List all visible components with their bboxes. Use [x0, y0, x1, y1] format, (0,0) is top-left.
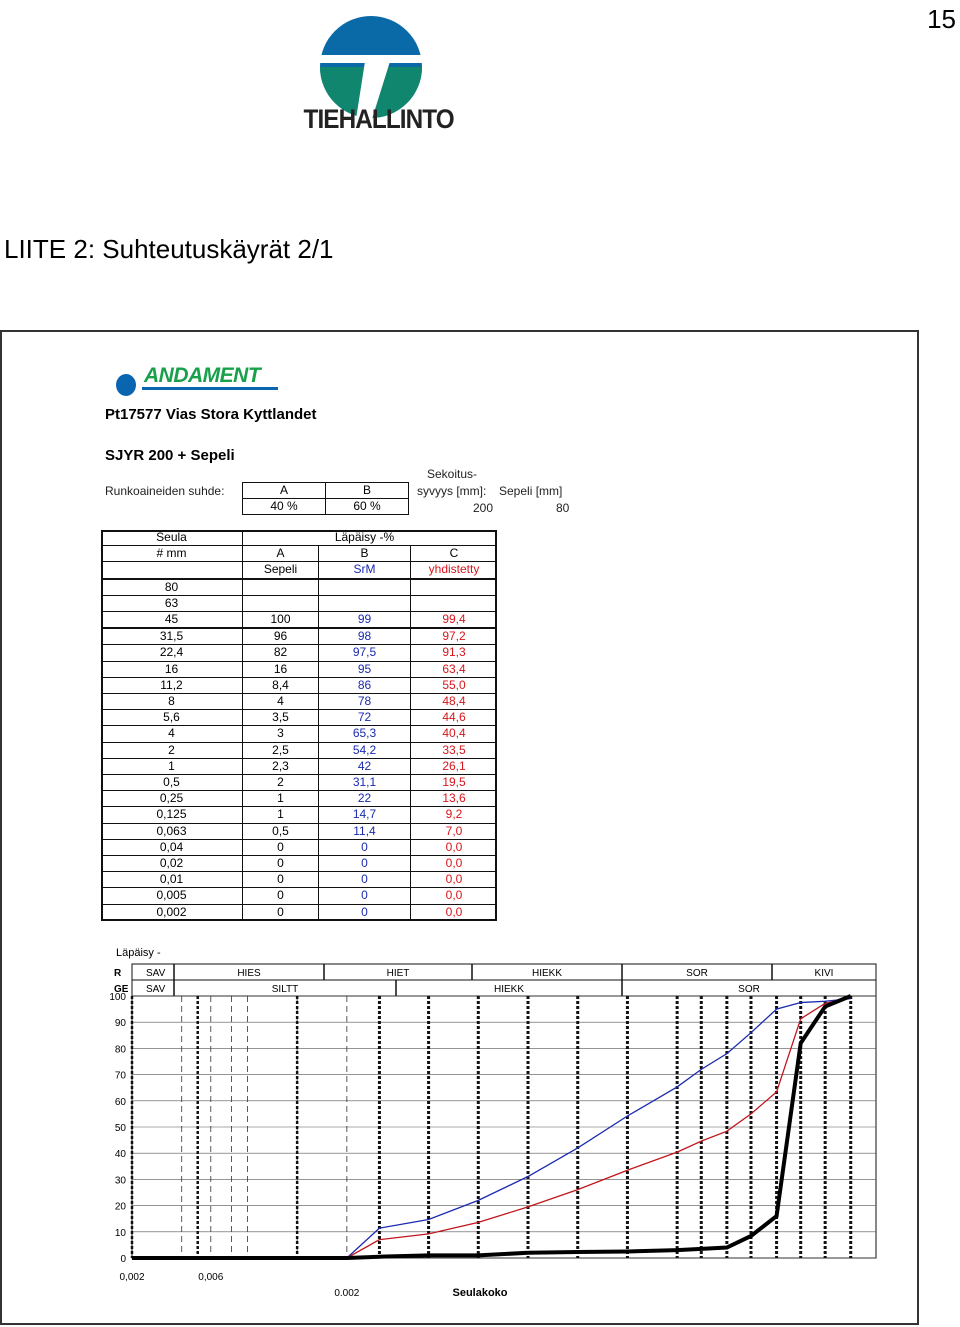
pass-a-cell: 2	[243, 775, 319, 791]
pass-c-cell: 0,0	[411, 856, 498, 872]
series-line	[132, 998, 851, 1258]
pass-b-cell: 31,1	[319, 775, 411, 791]
y-tick-label: 10	[114, 1227, 126, 1239]
pass-c-cell: 7,0	[411, 823, 498, 839]
pass-a-cell: 2,3	[243, 758, 319, 774]
classification-fraction-label: KIVI	[814, 968, 834, 979]
pass-c-cell: 55,0	[411, 677, 498, 693]
sieve-size-cell: 0,002	[101, 904, 243, 920]
pass-b-cell	[319, 595, 411, 611]
pass-c-cell: 26,1	[411, 758, 498, 774]
pass-b-cell	[319, 579, 411, 596]
classification-fraction-label: SILTT	[271, 984, 299, 995]
sieve-size-cell: 0,5	[101, 775, 243, 791]
classification-fraction-label: HIEKK	[493, 984, 525, 995]
pass-a-cell: 8,4	[243, 677, 319, 693]
header-col-b: B	[319, 546, 411, 562]
table-row	[101, 645, 497, 661]
sieve-size-cell: 0,125	[101, 807, 243, 823]
sieve-size-cell: 0,02	[101, 856, 243, 872]
pass-c-cell: 0,0	[411, 839, 498, 855]
pass-a-cell	[243, 595, 319, 611]
header-mm: # mm	[101, 546, 243, 562]
mix-depth-label-1: Sekoitus-	[427, 467, 478, 481]
pass-a-cell: 0,5	[243, 823, 319, 839]
pass-b-cell: 22	[319, 791, 411, 807]
sieve-size-cell: 31,5	[101, 628, 243, 645]
pass-a-cell: 82	[243, 645, 319, 661]
y-tick-label: 80	[114, 1044, 126, 1056]
table-row	[101, 726, 497, 742]
pass-a-cell: 3,5	[243, 710, 319, 726]
pass-c-cell: 97,2	[411, 628, 498, 645]
table-row	[101, 710, 497, 726]
pass-b-cell: 0	[319, 904, 411, 920]
pass-b-cell: 42	[319, 758, 411, 774]
project-title: Pt17577 Vias Stora Kyttlandet	[105, 406, 317, 423]
header-empty	[101, 562, 243, 579]
pass-c-cell: 9,2	[411, 807, 498, 823]
pass-c-cell: 19,5	[411, 775, 498, 791]
table-row	[101, 612, 497, 629]
pass-a-cell: 0	[243, 872, 319, 888]
y-axis-label: Läpäisy -	[116, 947, 161, 959]
table-row	[101, 807, 497, 823]
ratio-header-b: B	[326, 483, 409, 499]
pass-b-cell: 97,5	[319, 645, 411, 661]
x-tick-label: 0.002	[334, 1288, 360, 1299]
sieve-size-cell: 2	[101, 742, 243, 758]
sepeli-mm-label: Sepeli [mm]	[499, 484, 563, 498]
table-row	[101, 888, 497, 904]
sieve-size-cell: 8	[101, 694, 243, 710]
y-tick-label: 0	[120, 1254, 126, 1265]
classification-fraction-label: SAV	[146, 984, 166, 995]
pass-a-cell: 100	[243, 612, 319, 629]
pass-a-cell: 0	[243, 839, 319, 855]
pass-c-cell	[411, 579, 498, 596]
mix-depth-label-2: syvyys [mm]:	[417, 484, 487, 498]
tiehallinto-logo-text: TIEHALLINTO	[303, 104, 454, 134]
pass-b-cell: 0	[319, 872, 411, 888]
table-row	[101, 775, 497, 791]
ratio-value-b: 60 %	[326, 499, 409, 515]
x-axis-label: Seulakoko	[452, 1287, 508, 1299]
sieve-size-cell: 63	[101, 595, 243, 611]
pass-a-cell: 4	[243, 694, 319, 710]
classification-fraction-label: HIEKK	[531, 968, 563, 979]
pass-c-cell: 13,6	[411, 791, 498, 807]
y-tick-label: 30	[114, 1175, 126, 1187]
sieve-size-cell: 1	[101, 758, 243, 774]
header-col-c: C	[411, 546, 498, 562]
pass-a-cell: 16	[243, 661, 319, 677]
sieve-size-cell: 4	[101, 726, 243, 742]
pass-a-cell: 2,5	[243, 742, 319, 758]
pass-b-cell: 65,3	[319, 726, 411, 742]
pass-b-cell: 86	[319, 677, 411, 693]
pass-b-cell: 14,7	[319, 807, 411, 823]
sieve-size-cell: 22,4	[101, 645, 243, 661]
pass-a-cell: 0	[243, 888, 319, 904]
page-number: 15	[927, 4, 956, 34]
y-tick-label: 50	[114, 1123, 126, 1134]
y-tick-label: 90	[114, 1018, 126, 1030]
table-row	[101, 694, 497, 710]
y-tick-label: 40	[114, 1149, 126, 1161]
y-tick-label: 70	[114, 1070, 126, 1082]
sieve-size-cell: 45	[101, 612, 243, 629]
x-tick-label: 0,006	[198, 1272, 224, 1283]
sieve-size-cell: 0,063	[101, 823, 243, 839]
pass-a-cell: 1	[243, 791, 319, 807]
ratio-table	[242, 482, 409, 515]
pass-a-cell	[243, 579, 319, 596]
andament-logo-text: ANDAMENT	[144, 364, 261, 387]
y-tick-label: 60	[114, 1096, 126, 1108]
classification-fraction-label: SOR	[738, 984, 760, 995]
sieve-size-cell: 5,6	[101, 710, 243, 726]
header-name-c: yhdistetty	[411, 562, 498, 579]
pass-c-cell: 99,4	[411, 612, 498, 629]
table-row	[101, 872, 497, 888]
pass-a-cell: 3	[243, 726, 319, 742]
header-lapaisy: Läpäisy -%	[319, 530, 411, 546]
table-row	[101, 661, 497, 677]
pass-c-cell: 91,3	[411, 645, 498, 661]
table-row	[101, 791, 497, 807]
pass-c-cell: 0,0	[411, 888, 498, 904]
pass-b-cell: 11,4	[319, 823, 411, 839]
pass-c-cell: 0,0	[411, 904, 498, 920]
andament-logo-underline	[142, 387, 278, 390]
classification-row-label: GE	[114, 984, 129, 995]
table-row	[101, 595, 497, 611]
mix-depth-value: 200	[473, 501, 494, 515]
table-row	[101, 742, 497, 758]
ratio-value-a: 40 %	[243, 499, 326, 515]
sepeli-mm-value: 80	[556, 501, 570, 515]
pass-b-cell: 0	[319, 856, 411, 872]
sieve-table	[101, 530, 497, 921]
series-line	[132, 999, 851, 1258]
pass-c-cell: 44,6	[411, 710, 498, 726]
header-col-a: A	[243, 546, 319, 562]
classification-fraction-label: SOR	[686, 968, 708, 979]
header-name-a: Sepeli	[243, 562, 319, 579]
sieve-size-cell: 11,2	[101, 677, 243, 693]
pass-b-cell: 0	[319, 888, 411, 904]
table-row	[101, 579, 497, 596]
pass-c-cell: 40,4	[411, 726, 498, 742]
pass-b-cell: 0	[319, 839, 411, 855]
pass-b-cell: 98	[319, 628, 411, 645]
x-tick-label: 0,002	[119, 1272, 145, 1283]
sieve-size-cell: 0,25	[101, 791, 243, 807]
header-spacer-c	[411, 530, 498, 546]
sieve-size-cell: 0,005	[101, 888, 243, 904]
pass-c-cell: 33,5	[411, 742, 498, 758]
appendix-title: LIITE 2: Suhteutuskäyrät 2/1	[4, 234, 334, 264]
pass-c-cell: 48,4	[411, 694, 498, 710]
classification-fraction-label: SAV	[146, 968, 166, 979]
table-row	[101, 904, 497, 920]
ratio-header-a: A	[243, 483, 326, 499]
header-seula: Seula	[101, 530, 243, 546]
classification-fraction-label: HIES	[237, 968, 261, 979]
pass-a-cell: 0	[243, 856, 319, 872]
pass-a-cell: 96	[243, 628, 319, 645]
header-name-b: SrM	[319, 562, 411, 579]
sieve-size-cell: 16	[101, 661, 243, 677]
grading-chart	[100, 940, 890, 1305]
pass-a-cell: 1	[243, 807, 319, 823]
pass-b-cell: 72	[319, 710, 411, 726]
sieve-size-cell: 80	[101, 579, 243, 596]
table-row	[101, 856, 497, 872]
classification-row-label: R	[114, 968, 122, 979]
mix-title: SJYR 200 + Sepeli	[105, 447, 235, 464]
table-row	[101, 823, 497, 839]
table-row	[101, 677, 497, 693]
sieve-size-cell: 0,01	[101, 872, 243, 888]
sieve-size-cell: 0,04	[101, 839, 243, 855]
pass-b-cell: 78	[319, 694, 411, 710]
pass-c-cell	[411, 595, 498, 611]
table-row	[101, 839, 497, 855]
pass-c-cell: 0,0	[411, 872, 498, 888]
header-spacer-a	[243, 530, 319, 546]
table-row	[101, 628, 497, 645]
andament-logo-icon	[116, 374, 136, 396]
y-tick-label: 100	[109, 992, 126, 1003]
classification-fraction-label: HIET	[386, 968, 410, 979]
pass-b-cell: 95	[319, 661, 411, 677]
pass-c-cell: 63,4	[411, 661, 498, 677]
y-tick-label: 20	[114, 1201, 126, 1213]
ratio-label: Runkoaineiden suhde:	[105, 484, 225, 498]
pass-a-cell: 0	[243, 904, 319, 920]
table-row	[101, 758, 497, 774]
pass-b-cell: 99	[319, 612, 411, 629]
pass-b-cell: 54,2	[319, 742, 411, 758]
